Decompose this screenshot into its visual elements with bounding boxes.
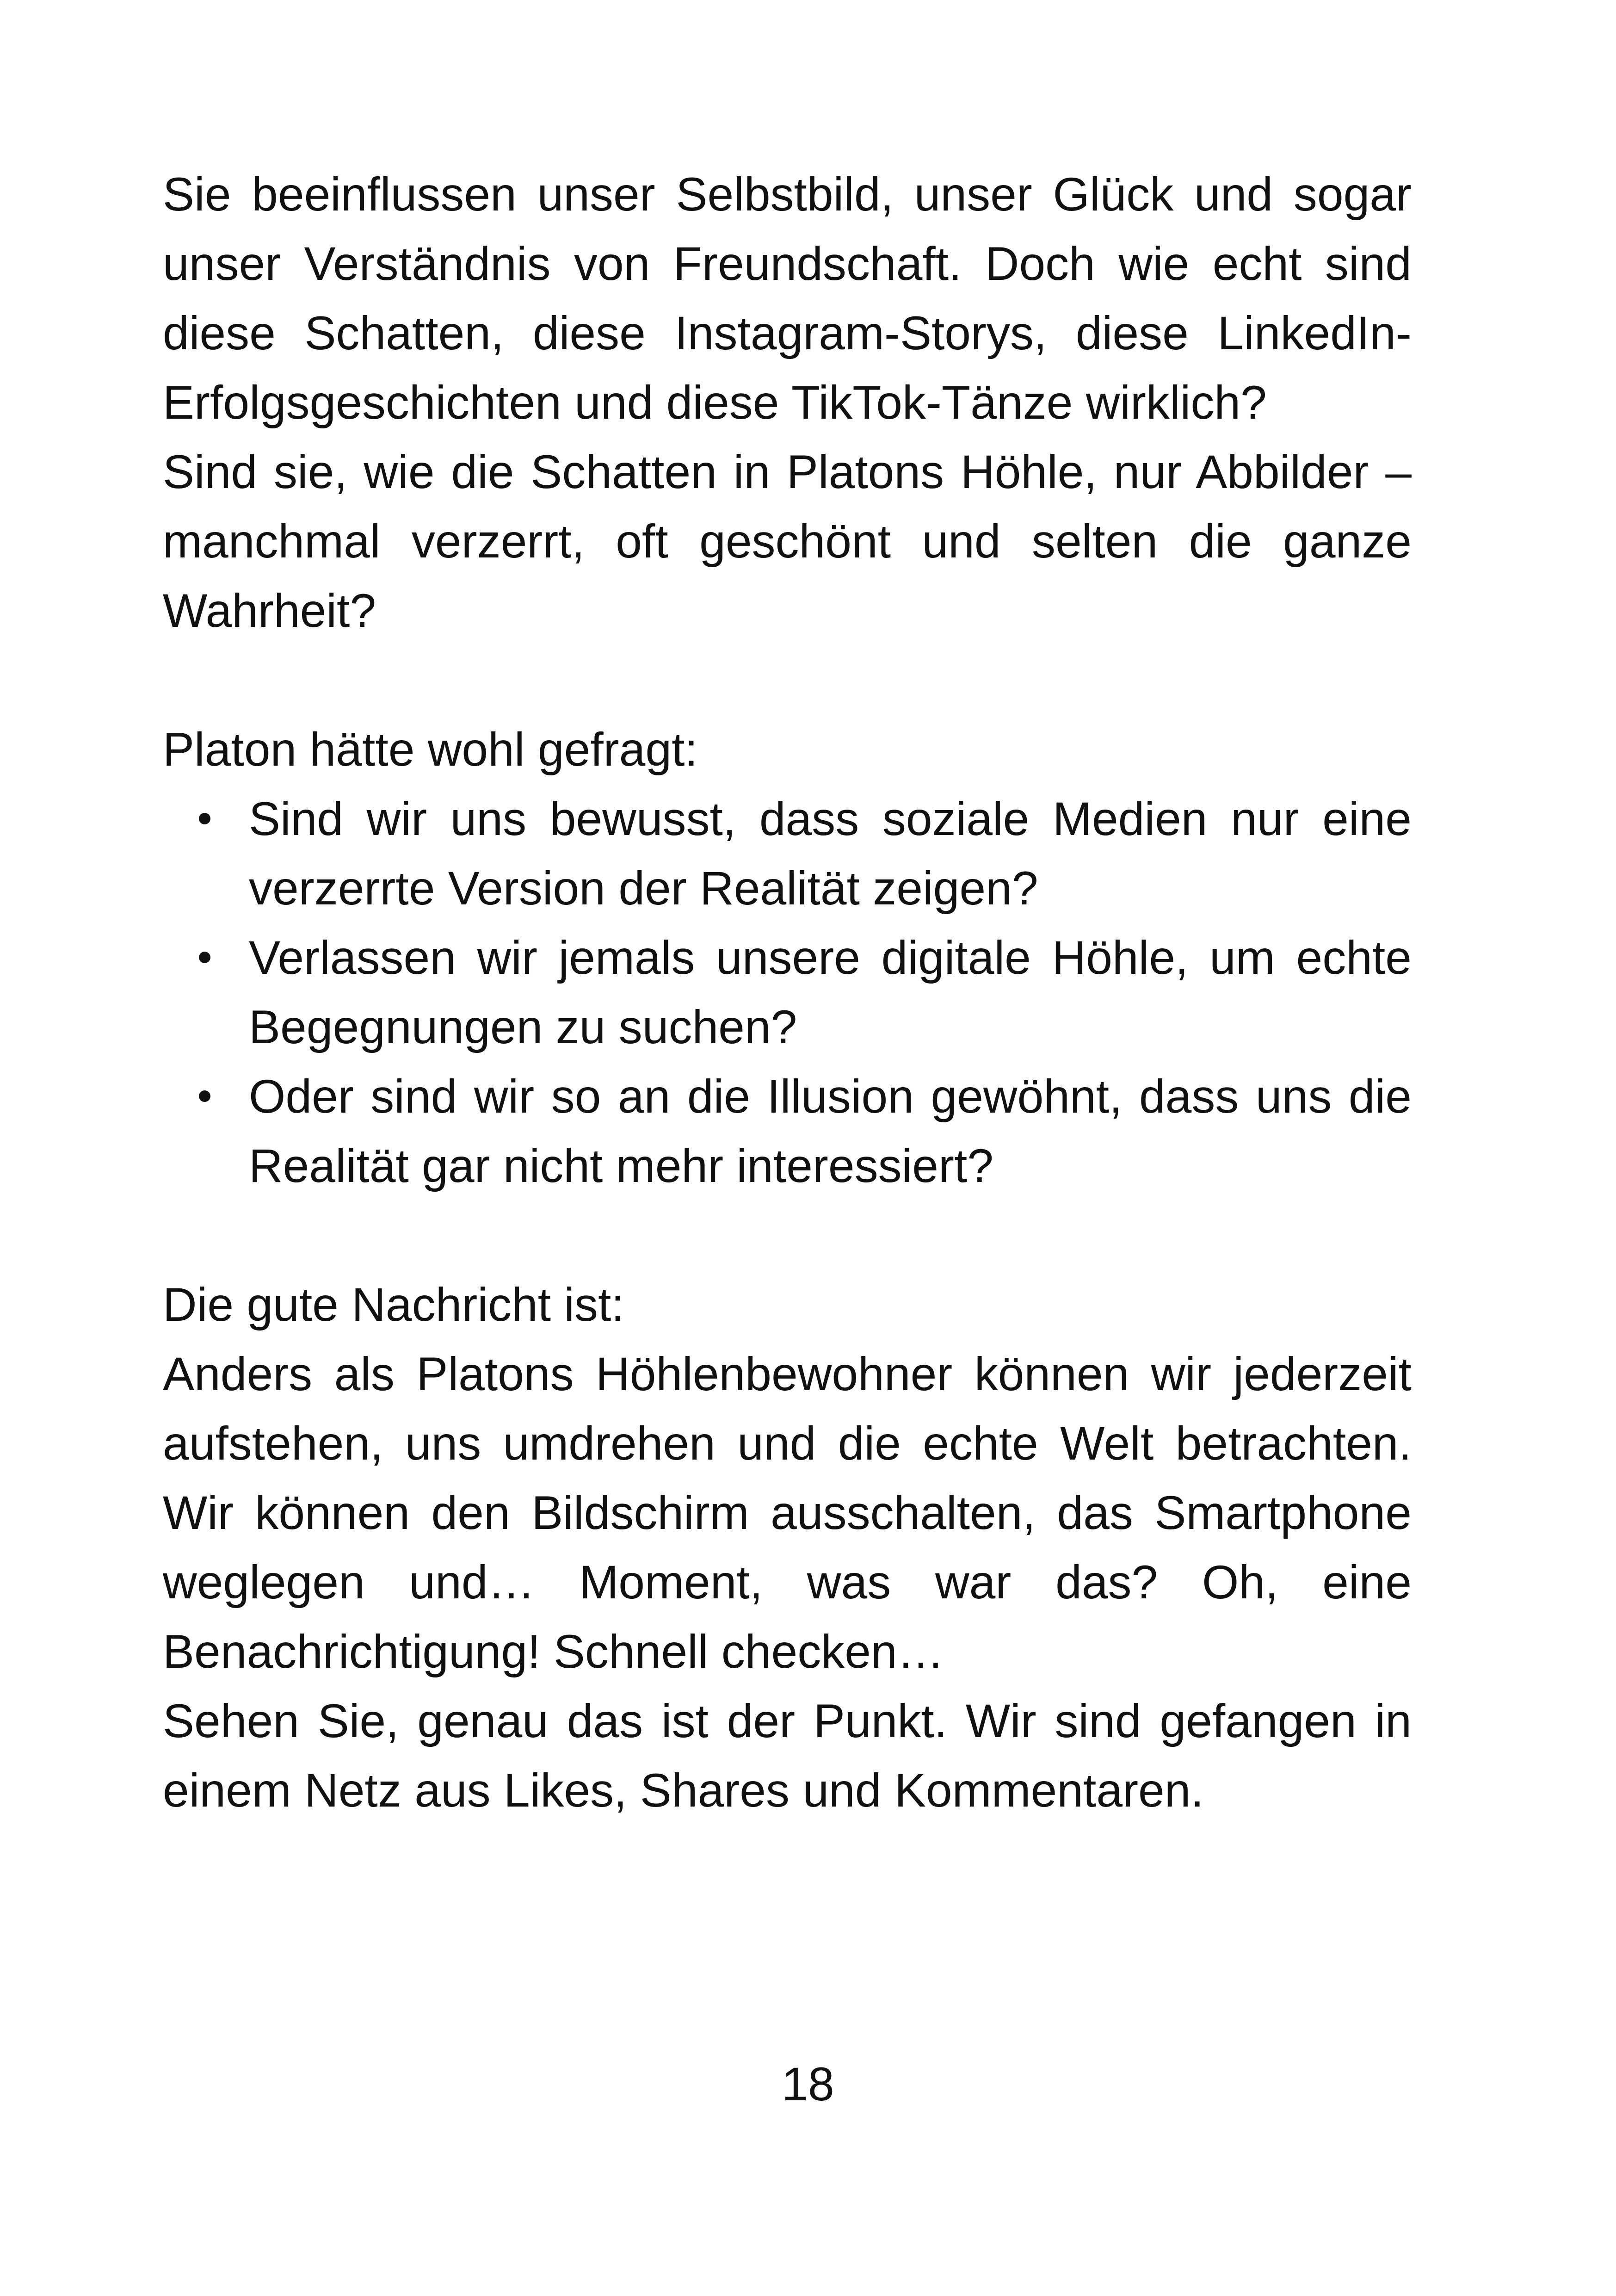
list-item [163,923,1412,1062]
list-item [163,784,1412,923]
list-item [163,1062,1412,1201]
good-news-intro: Die gute Nachricht ist: [163,1278,624,1331]
list-item-text: Verlassen wir jemals unsere digitale Höhle, um echte Begegnungen zu suchen? [249,931,1412,1053]
paragraph-platons-hoehle: Sind sie, wie die Schatten in Platons Höhle, nur Abbilder – manchmal verzerrt, oft geschönt und selten die ganze Wahrheit? [163,446,1412,637]
bullet-dot-icon [199,813,210,824]
bullet-dot-icon [199,952,210,963]
list-item-text: Sind wir uns bewusst, dass soziale Medien nur eine verzerrte Version der Realität zeigen? [249,792,1412,915]
page-number: 18 [782,2058,834,2110]
paragraph-selbstbild: Sie beeinflussen unser Selbstbild, unser Glück und sogar unser Verständnis von Freundschaft. Doch wie echt sind diese Schatten, diese Instagram-Storys, diese LinkedIn-Erfolgsgeschichten und diese TikTok-Tänze wirklich? [163,168,1412,429]
paragraph-spacer [163,645,1412,715]
question-intro: Platon hätte wohl gefragt: [163,723,698,776]
list-item-text: Oder sind wir so an die Illusion gewöhnt, dass uns die Realität gar nicht mehr interessiert? [249,1070,1412,1192]
paragraph-aufstehen: Anders als Platons Höhlenbewohner können wir jederzeit aufstehen, uns umdrehen und die echte Welt betrachten. Wir können den Bildschirm ausschalten, das Smartphone weglegen und… Moment, was war das? Oh, eine Benachrichtigung! Schnell checken… [163,1348,1412,1678]
bullet-dot-icon [199,1090,210,1102]
paragraph-spacer [163,1201,1412,1270]
question-list [163,784,1412,1201]
paragraph-netz: Sehen Sie, genau das ist der Punkt. Wir sind gefangen in einem Netz aus Likes, Shares und Kommentaren. [163,1695,1412,1817]
page-body [163,160,1412,1825]
